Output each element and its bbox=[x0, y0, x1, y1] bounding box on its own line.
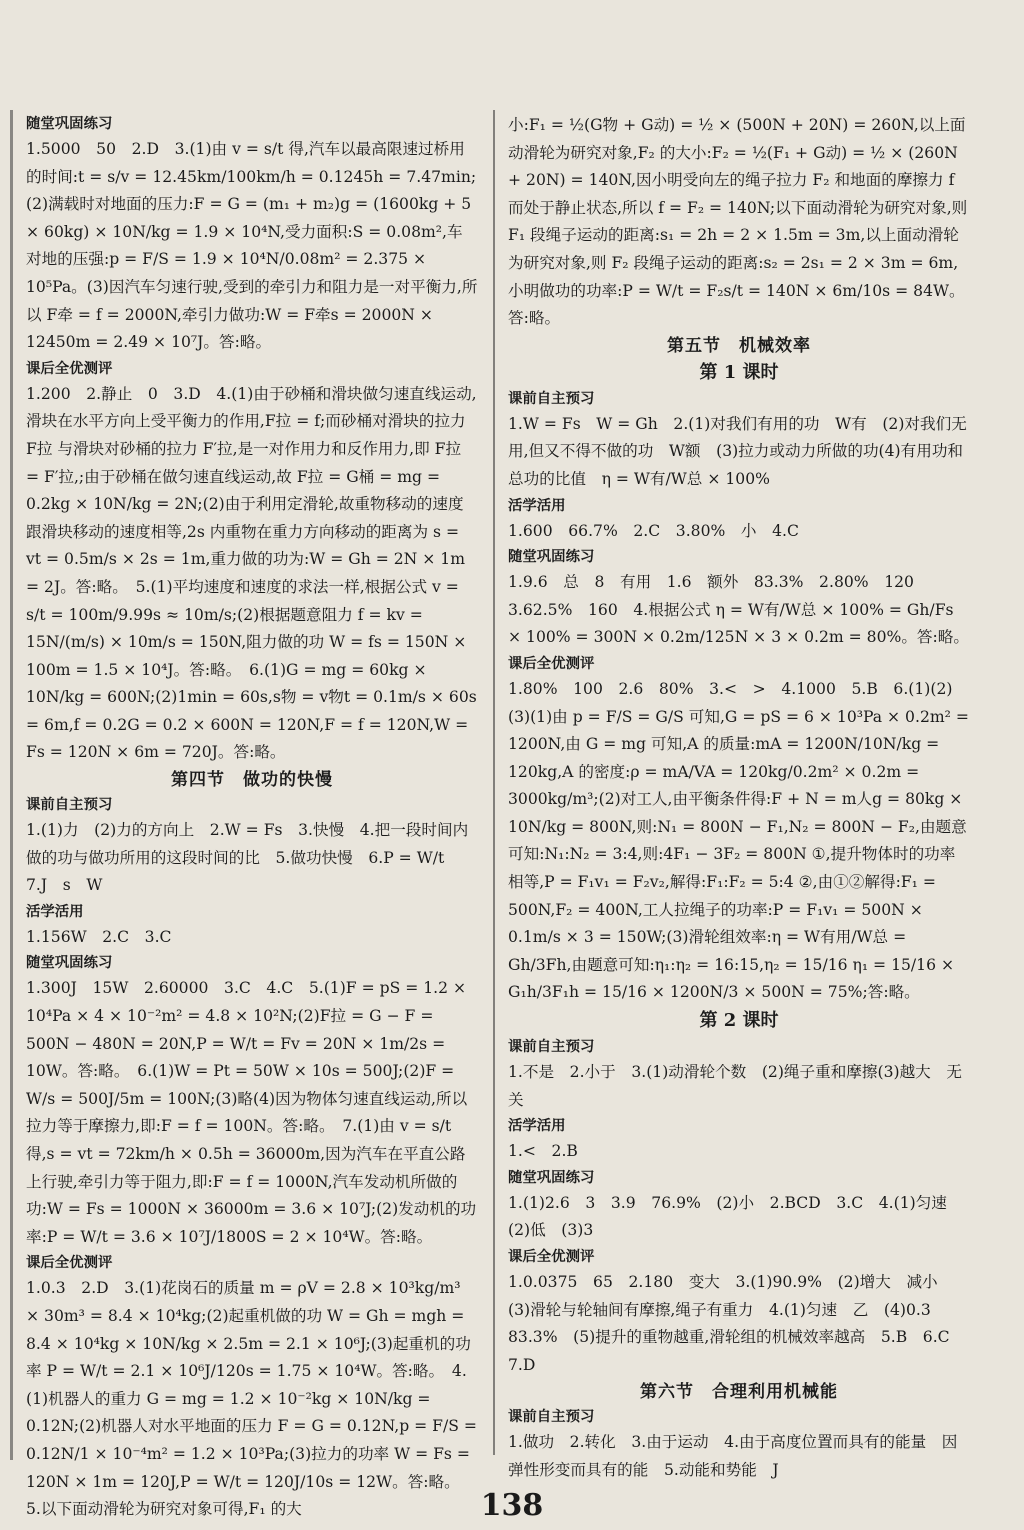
answer-text: 1.5000 50 2.D 3.(1)由 v = s/t 得,汽车以最高限速过桥用的时间:t = s/v = 12.45km/100km/h = 0.1245h = 7.47min;(2)满载时对地面的压力:F = G = (m₁ + m₂)g = (1600kg + 5 × 60kg) × 10N/kg = 1.9 × 10⁴N,受力面积:S = 0.08m²,车对地的压强:p = F/S = 1.9 × 10⁴N/0.08m² = 2.375 × 10⁵Pa。(3)因汽车匀速行驶,受到的牵引力和阻力是一对平衡力,所以 F牵 = f = 2000N,牵引力做功:W = F牵s = 2000N × 12450m = 2.49 × 10⁷J。答:略。 bbox=[26, 140, 478, 352]
answer-text: 1.156W 2.C 3.C bbox=[26, 927, 172, 946]
left-column bbox=[26, 112, 478, 1524]
answer-text: 1.(1)2.6 3 3.9 76.9% (2)小 2.BCD 3.C 4.(1)匀速 (2)低 (3)3 bbox=[508, 1193, 963, 1240]
lesson-title: 第 2 课时 bbox=[699, 1010, 779, 1032]
subsection-heading: 随堂巩固练习 bbox=[26, 955, 113, 972]
answer-text: 1.300J 15W 2.60000 3.C 4.C 5.(1)F = pS = 1.2 × 10⁴Pa × 4 × 10⁻²m² = 4.8 × 10²N;(2)F拉 = G − F = 500N − 480N = 20N,P = W/t = Fv = 20N × 1m/2s = 10W。答:略。 6.(1)W = Pt = 50W × 10s = 500J;(2)F = W/s = 500J/5m = 100N;(3)略(4)因为物体匀速直线运动,所以拉力等于摩擦力,即:F = f = 100N。答:略。 7.(1)由 v = s/t 得,s = vt = 72km/h × 0.5h = 36000m,因为汽车在平直公路上行驶,牵引力等于阻力,即:F = f = 1000N,汽车发动机所做的功:W = Fs = 1000N × 36000m = 3.6 × 10⁷J;(2)发动机的功率:P = W/t = 3.6 × 10⁷J/1800S = 2 × 10⁴W。答:略。 bbox=[26, 979, 477, 1246]
answer-text: 1.不是 2.小于 3.(1)动滑轮个数 (2)绳子重和摩擦(3)越大 无关 bbox=[508, 1063, 962, 1109]
answer-text: 1.W = Fs W = Gh 2.(1)对我们有用的功 W有 (2)对我们无用,但又不得不做的功 W额 (3)拉力或动力所做的功(4)有用功和总功的比值 η = W有/W总 × 100% bbox=[508, 414, 967, 488]
subsection-heading: 随堂巩固练习 bbox=[508, 549, 595, 566]
answer-text: 1.做功 2.转化 3.由于运动 4.由于高度位置而具有的能量 因弹性形变而具有的能 5.动能和势能 J bbox=[508, 1433, 958, 1479]
section-title: 第五节 机械效率 bbox=[667, 335, 811, 356]
subsection-heading: 课后全优测评 bbox=[26, 360, 113, 377]
answer-text: 1.80% 100 2.6 80% 3.< > 4.1000 5.B 6.(1)(2)(3)(1)由 p = F/S = G/S 可知,G = pS = 6 × 10³Pa × 0.2m² = 1200N,由 G = mg 可知,A 的质量:mA = 1200N/10N/kg = 120kg,A 的密度:ρ = mA/VA = 120kg/0.2m² × 0.2m = 3000kg/m³;(2)对工人,由平衡条件得:F + N = m人g = 80kg × 10N/kg = 800N,则:N₁ = 800N − F₁,N₂ = 800N − F₂,由题意可知:N₁:N₂ = 3:4,则:4F₁ − 3F₂ = 800N ①,提升物体时的功率相等,P = F₁v₁ = F₂v₂,解得:F₁:F₂ = 5:4 ②,由①②解得:F₁ = 500N,F₂ = 400N,工人拉绳子的功率:P = F₁v₁ = 500N × 0.1m/s × 3 = 150W;(3)滑轮组效率:η = W有用/W总 = Gh/3Fh,由题意可知:η₁:η₂ = 16:15,η₂ = 15/16 η₁ = 15/16 × G₁h/3F₁h = 15/16 × 1200N/3 × 500N = 75%;答:略。 bbox=[508, 679, 969, 1002]
answer-text: 1.0.3 2.D 3.(1)花岗石的质量 m = ρV = 2.8 × 10³kg/m³ × 30m³ = 8.4 × 10⁴kg;(2)起重机做的功 W = Gh = mgh = 8.4 × 10⁴kg × 10N/kg × 2.5m = 2.1 × 10⁶J;(3)起重机的功率 P = W/t = 2.1 × 10⁶J/120s = 1.75 × 10⁴W。答:略。 4.(1)机器人的重力 G = mg = 1.2 × 10⁻²kg × 10N/kg = 0.12N;(2)机器人对水平地面的压力 F = G = 0.12N,p = F/S = 0.12N/1 × 10⁻⁴m² = 1.2 × 10³Pa;(3)拉力的功率 W = Fs = 120N × 1m = 120J,P = W/t = 120J/10s = 12W。答:略。 5.以下面动滑轮为研究对象可得,F₁ 的大 bbox=[26, 1279, 477, 1519]
subsection-heading: 活学活用 bbox=[508, 497, 566, 514]
subsection-heading: 活学活用 bbox=[508, 1118, 566, 1135]
answer-text: 1.600 66.7% 2.C 3.80% 小 4.C bbox=[508, 521, 799, 540]
subsection-heading: 课前自主预习 bbox=[508, 1039, 595, 1056]
subsection-heading: 课后全优测评 bbox=[26, 1255, 113, 1272]
right-column bbox=[508, 112, 970, 1485]
subsection-heading: 课后全优测评 bbox=[508, 1249, 595, 1265]
answer-text: 1.9.6 总 8 有用 1.6 额外 83.3% 2.80% 120 3.62.5% 160 4.根据公式 η = W有/W总 × 100% = Gh/Fs × 100% = 300N × 0.2m/125N × 3 × 0.2m = 80%。答:略。 bbox=[508, 573, 969, 647]
subsection-heading: 活学活用 bbox=[26, 903, 84, 920]
subsection-heading: 课前自主预习 bbox=[26, 797, 113, 814]
answer-text: 1.0.0375 65 2.180 变大 3.(1)90.9% (2)增大 减小 (3)滑轮与轮轴间有摩擦,绳子有重力 4.(1)匀速 乙 (4)0.3 83.3% (5)提升的重物越重,滑轮组的机械效率越高 5.B 6.C 7.D bbox=[508, 1273, 966, 1374]
answer-text: 小:F₁ = ½(G物 + G动) = ½ × (500N + 20N) = 260N,以上面动滑轮为研究对象,F₂ 的大小:F₂ = ½(F₁ + G动) = ½ × (260N + 20N) = 140N,因小明受向左的绳子拉力 F₂ 和地面的摩擦力 f 而处于静止状态,所以 f = F₂ = 140N;以下面动滑轮为研究对象,则 F₁ 段绳子运动的距离:s₁ = 2h = 2 × 1.5m = 3m,以上面动滑轮为研究对象,则 F₂ 段绳子运动的距离:s₂ = 2s₁ = 2 × 3m = 6m,小明做功的功率:P = W/t = F₂s/t = 140N × 6m/10s = 84W。答:略。 bbox=[508, 116, 968, 328]
answer-text: 1.(1)力 (2)力的方向上 2.W = Fs 3.快慢 4.把一段时间内做的功与做功所用的这段时间的比 5.做功快慢 6.P = W/t 7.J s W bbox=[26, 821, 469, 895]
page-number: 138 bbox=[480, 1488, 544, 1523]
column-divider bbox=[493, 110, 495, 1455]
answer-text: 1.< 2.B bbox=[508, 1142, 578, 1161]
lesson-title: 第 1 课时 bbox=[699, 361, 779, 383]
section-title: 第六节 合理利用机械能 bbox=[640, 1382, 838, 1403]
section-title: 第四节 做功的快慢 bbox=[171, 770, 333, 791]
subsection-heading: 课前自主预习 bbox=[508, 1409, 595, 1426]
subsection-heading: 随堂巩固练习 bbox=[508, 1169, 595, 1186]
subsection-heading: 课后全优测评 bbox=[508, 655, 595, 672]
left-margin-rule bbox=[10, 110, 13, 1460]
subsection-heading: 课前自主预习 bbox=[508, 390, 595, 407]
subsection-heading: 随堂巩固练习 bbox=[26, 116, 113, 132]
answer-text: 1.200 2.静止 0 3.D 4.(1)由于砂桶和滑块做匀速直线运动,滑块在水平方向上受平衡力的作用,F拉 = f;而砂桶对滑块的拉力 F拉 与滑块对砂桶的拉力 F′拉,是一对作用力和反作用力,即 F拉 = F′拉,;由于砂桶在做匀速直线运动,故 F拉 = G桶 = mg = 0.2kg × 10N/kg = 2N;(2)由于利用定滑轮,故重物移动的速度跟滑块移动的速度相等,2s 内重物在重力方向移动的距离为 s = vt = 0.5m/s × 2s = 1m,重力做的功为:W = Gh = 2N × 1m = 2J。答:略。 5.(1)平均速度和速度的求法一样,根据公式 v = s/t = 100m/9.99s ≈ 10m/s;(2)根据题意阻力 f = kv = 15N/(m/s) × 10m/s = 150N,阻力做的功 W = fs = 150N × 100m = 1.5 × 10⁴J。答:略。 6.(1)G = mg = 60kg × 10N/kg = 600N;(2)1min = 60s,s物 = v物t = 0.1m/s × 60s = 6m,f = 0.2G = 0.2 × 600N = 120N,F = f = 120N,W = Fs = 120N × 6m = 720J。答:略。 bbox=[26, 384, 477, 762]
